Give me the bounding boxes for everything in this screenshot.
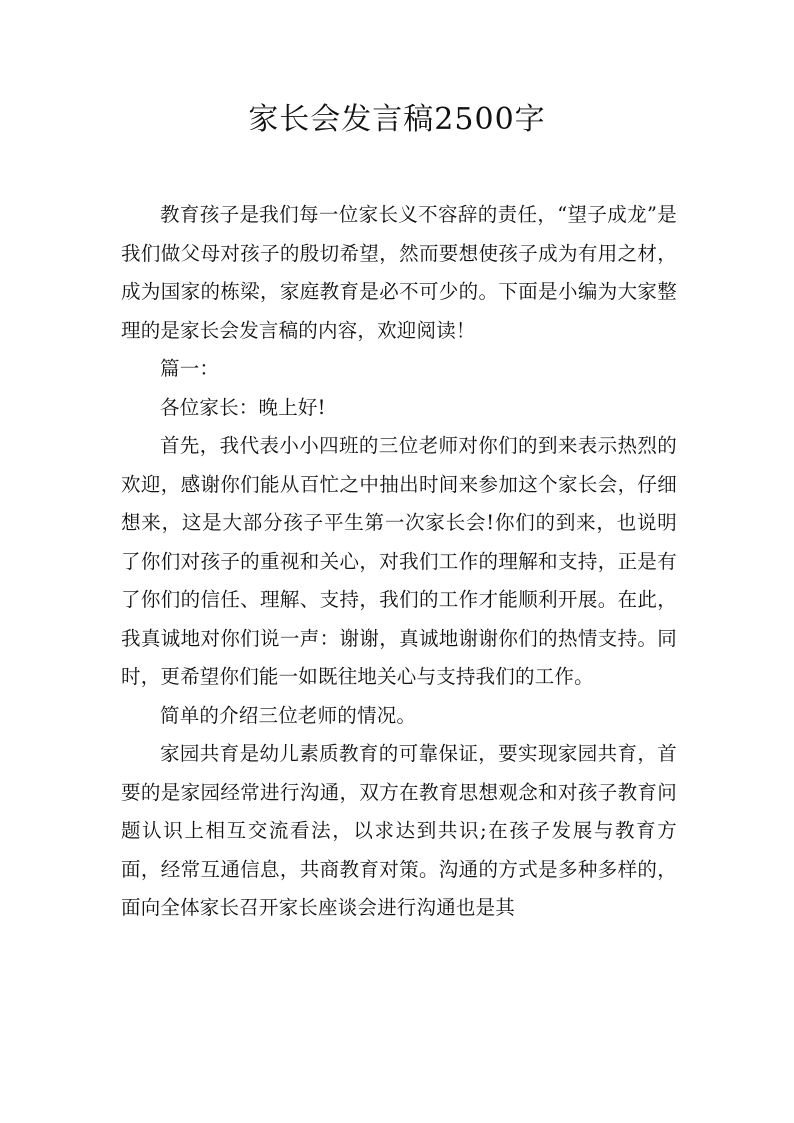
paragraph-intro: 教育孩子是我们每一位家长义不容辞的责任，“望子成龙”是我们做父母对孩子的殷切希望，然而要想使孩子成为有用之材，成为国家的栋梁，家庭教育是必不可少的。下面是小编为大家整理的是家长会发言稿的内容，欢迎阅读！ [121,203,677,342]
paragraph-home-school: 家园共育是幼儿素质教育的可靠保证，要实现家园共育，首要的是家园经常进行沟通，双方在教育思想观念和对孩子教育问题认识上相互交流看法，以求达到共识;在孩子发展与教育方面，经常互通信息，共商教育对策。沟通的方式是多种多样的，面向全体家长召开家长座谈会进行沟通也是其 [121,742,677,919]
paragraph-section-heading: 篇一： [160,357,220,380]
document-body [121,196,677,928]
document-title: 家长会发言稿2500字 [248,102,546,137]
paragraph-greeting: 各位家长：晚上好! [160,395,326,419]
paragraph-teacher-intro: 简单的介绍三位老师的情况。 [160,703,417,727]
paragraph-welcome: 首先，我代表小小四班的三位老师对你们的到来表示热烈的欢迎，感谢你们能从百忙之中抽出时间来参加这个家长会，仔细想来，这是大部分孩子平生第一次家长会!你们的到来，也说明了你们对孩子的重视和关心，对我们工作的理解和支持，正是有了你们的信任、理解、支持，我们的工作才能顺利开展。在此，我真诚地对你们说一声：谢谢，真诚地谢谢你们的热情支持。同时，更希望你们能一如既往地关心与支持我们的工作。 [121,434,677,688]
